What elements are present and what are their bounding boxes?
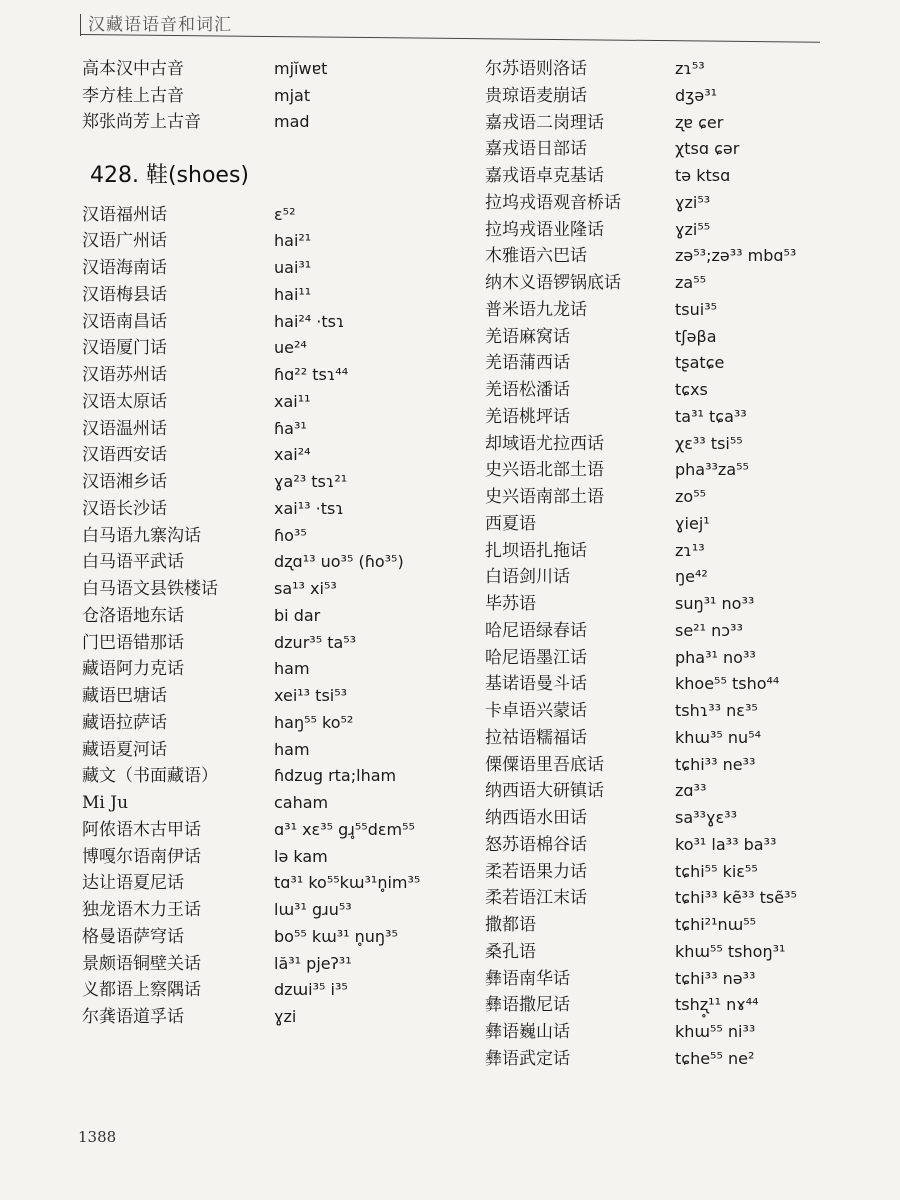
list-item [485, 778, 885, 805]
right-column [485, 56, 885, 1073]
language-name: 汉语温州话 [82, 418, 167, 439]
list-item [82, 603, 472, 630]
language-name: 汉语厦门话 [82, 338, 167, 359]
language-name: 撒都语 [485, 915, 536, 935]
pronunciation: χtsɑ ɕər [675, 139, 740, 159]
list-item [82, 255, 472, 282]
list-item [485, 752, 885, 779]
pronunciation: ɦa³¹ [274, 418, 307, 438]
pronunciation: lə kam [274, 846, 328, 866]
list-item [485, 912, 885, 939]
language-name: 贵琼语麦崩话 [485, 85, 587, 106]
list-item [82, 576, 472, 603]
language-name: 高本汉中古音 [82, 59, 184, 79]
language-name: 却域语尤拉西话 [485, 433, 604, 454]
pronunciation: khɯ³⁵ nu⁵⁴ [675, 727, 762, 747]
pronunciation: hai²⁴ ·tsɿ [274, 311, 345, 331]
list-item [82, 656, 472, 683]
pronunciation: pha³¹ no³³ [675, 647, 756, 667]
pronunciation: lă³¹ pjeʔ³¹ [274, 953, 352, 973]
language-name: 藏语夏河话 [82, 739, 167, 760]
language-name: 嘉戎语日部话 [485, 139, 587, 160]
language-name: 白马语平武话 [82, 552, 184, 573]
list-item [485, 324, 885, 351]
list-item [485, 243, 885, 270]
language-name: 尔龚语道孚话 [82, 1007, 184, 1027]
list-item [82, 924, 472, 951]
language-name: 阿侬语木古甲话 [82, 819, 201, 840]
language-name: 汉语梅县话 [82, 284, 167, 305]
pronunciation: ŋe⁴² [675, 567, 708, 587]
previous-entry-tail [82, 56, 472, 136]
pronunciation: bo⁵⁵ kɯ³¹ n̥uŋ³⁵ [274, 926, 398, 946]
list-item [82, 416, 472, 443]
pronunciation: khɯ⁵⁵ ni³³ [675, 1022, 756, 1041]
language-name: 尔苏语则洛话 [485, 59, 587, 79]
pronunciation: tʃəβa [675, 326, 717, 346]
language-name: 嘉戎语卓克基话 [485, 166, 604, 186]
language-name: 傈僳语里吾底话 [485, 754, 604, 775]
pronunciation: tə ktsɑ [675, 166, 731, 185]
language-name: 仓洛语地东话 [82, 605, 184, 626]
list-item [485, 297, 885, 324]
pronunciation: zo⁵⁵ [675, 487, 707, 506]
language-name: 汉语太原话 [82, 391, 167, 412]
language-name: 彝语巍山话 [485, 1022, 570, 1042]
pronunciation: zɿ¹³ [675, 540, 705, 560]
language-name: 拉坞戎语观音桥话 [485, 192, 621, 213]
list-item [485, 110, 885, 137]
language-name: 白马语文县铁楼话 [82, 579, 218, 599]
list-item [485, 1046, 885, 1073]
list-item [82, 951, 472, 978]
list-item [485, 564, 885, 591]
language-name: 羌语蒲西话 [485, 353, 570, 374]
pronunciation: xai¹¹ [274, 391, 311, 411]
pronunciation: khɯ⁵⁵ tshoŋ³¹ [675, 941, 786, 961]
pronunciation: mad [274, 112, 310, 131]
list-item [82, 228, 472, 255]
pronunciation: lɯ³¹ gɹu⁵³ [274, 900, 352, 919]
list-item [82, 870, 472, 897]
list-item [485, 484, 885, 511]
list-item [485, 939, 885, 966]
language-name: 藏语拉萨话 [82, 712, 167, 733]
pronunciation: pha³³za⁵⁵ [675, 460, 749, 480]
pronunciation: tɑ³¹ ko⁵⁵kɯ³¹n̥im³⁵ [274, 873, 421, 893]
list-item [485, 56, 885, 83]
list-item [82, 523, 472, 550]
language-name: 郑张尚芳上古音 [82, 112, 201, 132]
language-name: 史兴语北部土语 [485, 460, 604, 481]
list-item [82, 389, 472, 416]
language-name: 汉语南昌话 [82, 311, 167, 332]
list-item [82, 763, 472, 790]
list-item [485, 538, 885, 565]
pronunciation: za⁵⁵ [675, 273, 707, 292]
entry-rows-continued [485, 56, 885, 1073]
pronunciation: suŋ³¹ no³³ [675, 594, 755, 613]
language-name: 景颇语铜壁关话 [82, 953, 201, 974]
pronunciation: ue²⁴ [274, 338, 307, 358]
pronunciation: tsui³⁵ [675, 299, 718, 319]
language-name: 柔若语果力话 [485, 861, 587, 882]
pronunciation: ɣzi⁵⁵ [675, 219, 711, 239]
list-item [82, 1004, 472, 1031]
list-item [82, 630, 472, 657]
list-item [485, 457, 885, 484]
language-name: 彝语撒尼话 [485, 995, 570, 1016]
entry-rows [82, 202, 472, 1031]
pronunciation: haŋ⁵⁵ ko⁵² [274, 712, 354, 732]
pronunciation: uai³¹ [274, 258, 312, 277]
pronunciation: χɛ³³ tsi⁵⁵ [675, 433, 743, 453]
pronunciation: zɿ⁵³ [675, 59, 705, 78]
list-item [82, 897, 472, 924]
language-name: 毕苏语 [485, 594, 536, 614]
pronunciation: tshʐ̥¹¹ nɤ⁴⁴ [675, 995, 759, 1015]
language-name: 羌语麻窝话 [485, 326, 570, 347]
language-name: 藏文（书面藏语） [82, 766, 218, 787]
pronunciation: dʒə³¹ [675, 85, 718, 105]
pronunciation: hai¹¹ [274, 284, 312, 304]
pronunciation: tɕhi³³ nə³³ [675, 968, 756, 988]
list-item [485, 1019, 885, 1046]
pronunciation: tshɿ³³ nɛ³⁵ [675, 701, 758, 720]
language-name: Mi Ju [82, 793, 129, 813]
list-item [82, 844, 472, 871]
language-name: 纳西语水田话 [485, 808, 587, 828]
language-name: 汉语福州话 [82, 204, 167, 225]
language-name: 嘉戎语二岗理话 [485, 112, 604, 133]
language-name: 拉坞戎语业隆话 [485, 219, 604, 240]
list-item [485, 671, 885, 698]
pronunciation: ham [274, 739, 310, 759]
language-name: 拉祜语糯福话 [485, 727, 587, 748]
list-item [82, 977, 472, 1004]
pronunciation: sa³³ɣɛ³³ [675, 808, 737, 827]
list-item [82, 469, 472, 496]
language-name: 木雅语六巴话 [485, 246, 587, 267]
list-item [82, 202, 472, 229]
header-rule [80, 34, 820, 43]
language-name: 白马语九寨沟话 [82, 525, 201, 546]
pronunciation: khoe⁵⁵ tsho⁴⁴ [675, 674, 780, 694]
language-name: 普米语九龙话 [485, 299, 587, 320]
language-name: 彝语南华话 [485, 968, 570, 989]
list-item [485, 832, 885, 859]
pronunciation: dzur³⁵ ta⁵³ [274, 632, 357, 652]
language-name: 柔若语江末话 [485, 888, 587, 909]
list-item [82, 309, 472, 336]
pronunciation: ɑ³¹ xɛ³⁵ gɹ̥⁵⁵dɛm⁵⁵ [274, 819, 415, 839]
list-item [485, 270, 885, 297]
pronunciation: dʐɑ¹³ uo³⁵ (ɦo³⁵) [274, 552, 404, 572]
pronunciation: bi dar [274, 605, 321, 625]
list-item [485, 163, 885, 190]
list-item [485, 136, 885, 163]
pronunciation: tɕhi³³ kẽ³³ tsẽ³⁵ [675, 888, 797, 908]
language-name: 羌语松潘话 [485, 380, 570, 400]
pronunciation: sa¹³ xi⁵³ [274, 579, 337, 598]
list-item [485, 725, 885, 752]
pronunciation: ko³¹ la³³ ba³³ [675, 834, 777, 854]
list-item [82, 442, 472, 469]
page-number: 1388 [78, 1128, 117, 1146]
list-item [485, 190, 885, 217]
pronunciation: ɦɑ²² tsɿ⁴⁴ [274, 365, 349, 384]
list-item [485, 404, 885, 431]
language-name: 汉语西安话 [82, 445, 167, 466]
language-name: 门巴语错那话 [82, 632, 184, 653]
list-item [485, 83, 885, 110]
pronunciation: tʂatɕe [675, 353, 725, 373]
list-item [485, 885, 885, 912]
language-name: 汉语长沙话 [82, 498, 167, 519]
language-name: 桑孔语 [485, 941, 536, 962]
pronunciation: se²¹ nɔ³³ [675, 620, 743, 640]
language-name: 汉语湘乡话 [82, 472, 167, 492]
pronunciation: tɕxs [675, 380, 708, 399]
pronunciation: xei¹³ tsi⁵³ [274, 686, 348, 705]
pronunciation: mjĭwɐt [274, 59, 328, 78]
language-name: 李方桂上古音 [82, 85, 184, 106]
list-item [82, 362, 472, 389]
pronunciation: zɑ³³ [675, 781, 707, 801]
list-item [82, 817, 472, 844]
pronunciation: ɛ⁵² [274, 204, 296, 224]
pronunciation: xai²⁴ [274, 445, 311, 465]
pronunciation: ta³¹ tɕa³³ [675, 406, 747, 426]
language-name: 纳西语大研镇话 [485, 781, 604, 802]
list-item [82, 109, 472, 136]
list-item [82, 335, 472, 362]
list-item [82, 710, 472, 737]
language-name: 汉语广州话 [82, 231, 167, 252]
language-name: 哈尼语绿春话 [485, 620, 587, 641]
language-name: 羌语桃坪话 [485, 406, 570, 427]
language-name: 汉语海南话 [82, 258, 167, 278]
language-name: 达让语夏尼话 [82, 873, 184, 894]
language-name: 彝语武定话 [485, 1048, 570, 1069]
pronunciation: ham [274, 659, 310, 679]
pronunciation: caham [274, 793, 329, 812]
language-name: 汉语苏州话 [82, 365, 167, 385]
list-item [82, 790, 472, 817]
language-name: 史兴语南部土语 [485, 487, 604, 507]
pronunciation: tɕhi⁵⁵ kiɛ⁵⁵ [675, 861, 758, 881]
list-item [485, 511, 885, 538]
list-item [485, 618, 885, 645]
list-item [485, 431, 885, 458]
pronunciation: tɕhi³³ ne³³ [675, 754, 756, 774]
language-name: 西夏语 [485, 513, 536, 534]
pronunciation: dzɯi³⁵ i³⁵ [274, 980, 348, 1000]
entry-title: 428. 鞋(shoes) [90, 162, 250, 188]
language-name: 纳木义语锣锅底话 [485, 273, 621, 293]
language-name: 哈尼语墨江话 [485, 647, 587, 668]
pronunciation: ɣzi⁵³ [675, 192, 711, 212]
list-item [485, 698, 885, 725]
language-name: 格曼语萨穹话 [82, 926, 184, 947]
list-item [485, 992, 885, 1019]
list-item [82, 282, 472, 309]
list-item [485, 966, 885, 993]
language-name: 藏语巴塘话 [82, 686, 167, 706]
pronunciation: ʐɐ ɕer [675, 112, 724, 132]
language-name: 卡卓语兴蒙话 [485, 701, 587, 721]
list-item [82, 56, 472, 83]
pronunciation: mjat [274, 85, 311, 105]
running-title: 汉藏语语音和词汇 [88, 15, 232, 35]
language-name: 怒苏语棉谷话 [485, 834, 587, 855]
list-item [485, 591, 885, 618]
pronunciation: hai²¹ [274, 231, 312, 251]
pronunciation: ɣiej¹ [675, 513, 710, 533]
pronunciation: ɣa²³ tsɿ²¹ [274, 472, 348, 491]
list-item [485, 217, 885, 244]
pronunciation: ɣzi [274, 1007, 297, 1026]
pronunciation: tɕhi²¹nɯ⁵⁵ [675, 915, 757, 934]
list-item [82, 737, 472, 764]
header-tick [80, 14, 81, 36]
list-item [82, 683, 472, 710]
language-name: 独龙语木力王话 [82, 900, 201, 920]
pronunciation: zə⁵³;zə³³ mbɑ⁵³ [675, 246, 797, 266]
pronunciation: xai¹³ ·tsɿ [274, 498, 344, 518]
language-name: 义都语上察隅话 [82, 980, 201, 1001]
list-item [485, 645, 885, 672]
list-item [485, 350, 885, 377]
language-name: 博嘎尔语南伊话 [82, 846, 201, 867]
left-column [82, 56, 472, 1031]
pronunciation: tɕhe⁵⁵ ne² [675, 1048, 755, 1068]
language-name: 基诺语曼斗话 [485, 674, 587, 695]
pronunciation: ɦo³⁵ [274, 525, 307, 545]
list-item [485, 377, 885, 404]
pronunciation: ɦdzug rta;lham [274, 766, 397, 786]
list-item [485, 859, 885, 886]
list-item [485, 805, 885, 832]
language-name: 藏语阿力克话 [82, 659, 184, 680]
list-item [82, 83, 472, 110]
language-name: 扎坝语扎拖话 [485, 540, 587, 561]
list-item [82, 549, 472, 576]
list-item [82, 496, 472, 523]
language-name: 白语剑川话 [485, 567, 570, 588]
